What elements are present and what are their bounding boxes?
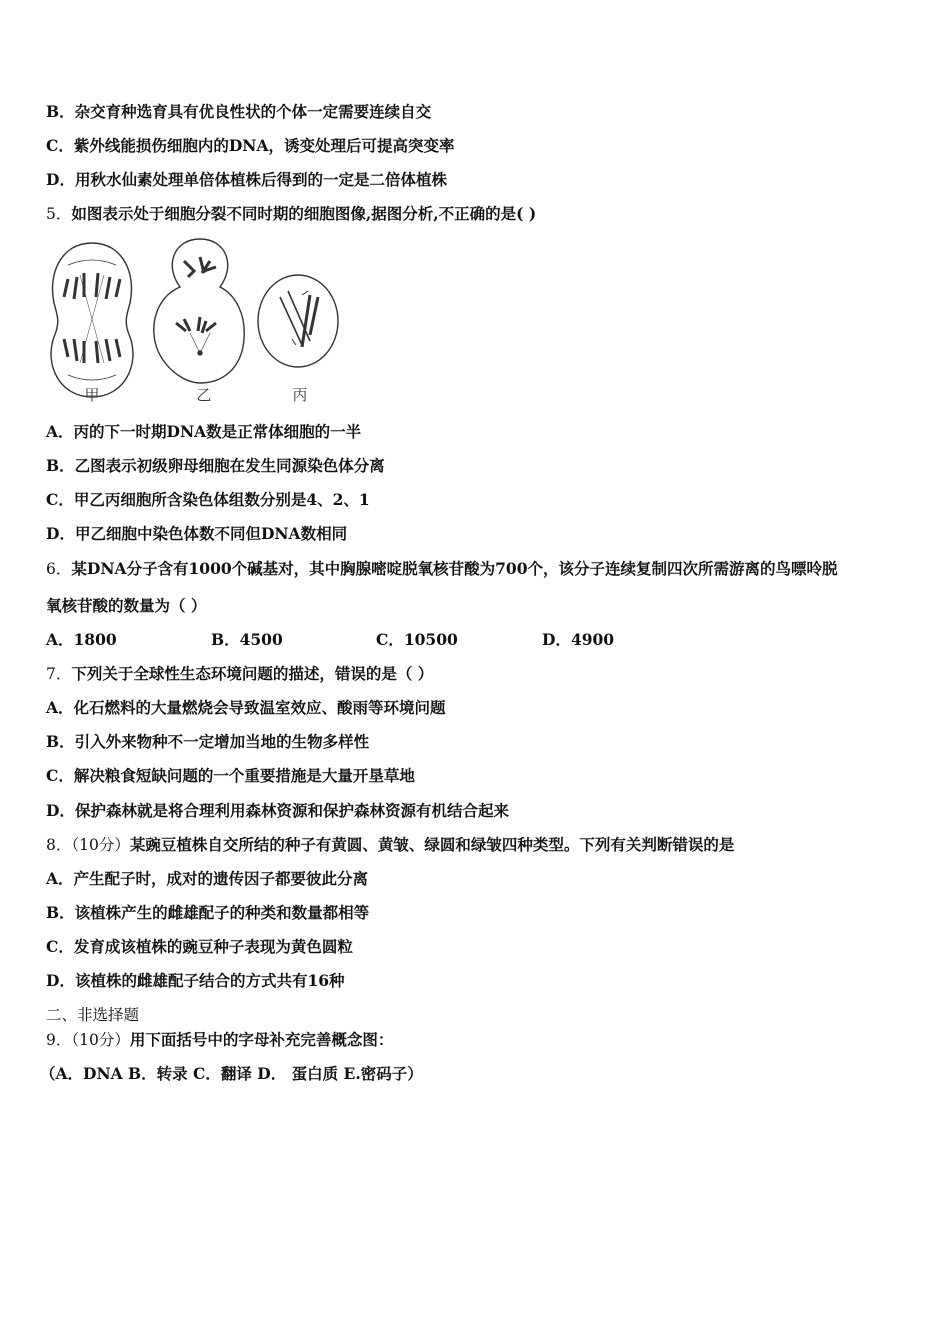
q6-option-a: A．1800 <box>46 630 117 649</box>
q5-stem-text: 如图表示处于细胞分裂不同时期的细胞图像,据图分析,不正确的是( ) <box>71 204 537 223</box>
q6-stem-text: 某DNA分子含有1000个碱基对，其中胸腺嘧啶脱氧核苷酸为700个，该分子连续复制四次所需游离的鸟嘌呤脱 <box>71 559 838 578</box>
q7-option-b: B．引入外来物种不一定增加当地的生物多样性 <box>46 732 370 751</box>
q7-stem-text: 下列关于全球性生态环境问题的描述，错误的是（ ） <box>71 664 434 683</box>
q5-option-d: D．甲乙细胞中染色体数不同但DNA数相同 <box>46 524 348 543</box>
figure-label-yi: 乙 <box>196 386 212 404</box>
q9-stem <box>46 1030 393 1050</box>
q8-stem <box>46 835 734 855</box>
q7-option-d: D．保护森林就是将合理利用森林资源和保护森林资源有机结合起来 <box>46 801 509 820</box>
q8-option-b: B．该植株产生的雌雄配子的种类和数量都相等 <box>46 903 370 922</box>
q4-option-d: D．用秋水仙素处理单倍体植株后得到的一定是二倍体植株 <box>46 170 447 189</box>
q6-stem-line1 <box>46 559 838 579</box>
q7-option-c: C．解决粮食短缺问题的一个重要措施是大量开垦草地 <box>46 766 415 785</box>
figure-label-bing: 丙 <box>292 386 308 404</box>
q5-option-c: C．甲乙丙细胞所含染色体组数分别是4、2、1 <box>46 490 370 509</box>
q8-score: （10分） <box>71 836 130 854</box>
q6-options <box>46 630 746 650</box>
q8-stem-text: 某豌豆植株自交所结的种子有黄圆、黄皱、绿圆和绿皱四种类型。下列有关判断错误的是 <box>129 835 735 854</box>
q4-option-b: B．杂交育种选育具有优良性状的个体一定需要连续自交 <box>46 102 432 121</box>
q5-option-b: B．乙图表示初级卵母细胞在发生同源染色体分离 <box>46 456 385 475</box>
q5-stem <box>46 204 536 224</box>
q5-number: 5． <box>46 205 72 223</box>
q5-option-a: A．丙的下一时期DNA数是正常体细胞的一半 <box>46 422 362 441</box>
q8-number: 8． <box>46 836 72 854</box>
q6-option-c: C．10500 <box>376 630 458 649</box>
cell-bing <box>258 275 338 367</box>
q9-number: 9． <box>46 1031 72 1049</box>
cell-division-diagram <box>40 235 345 410</box>
q6-option-b: B．4500 <box>211 630 283 649</box>
q6-stem-line2: 氧核苷酸的数量为（ ） <box>46 596 207 615</box>
q7-number: 7． <box>46 665 72 683</box>
figure-label-jia: 甲 <box>84 386 100 404</box>
q9-choices: （A．DNA B．转录 C．翻译 D． 蛋白质 E.密码子） <box>40 1064 423 1083</box>
q9-stem-text: 用下面括号中的字母补充完善概念图： <box>129 1030 394 1049</box>
q7-option-a: A．化石燃料的大量燃烧会导致温室效应、酸雨等环境问题 <box>46 698 446 717</box>
q6-option-d: D．4900 <box>542 630 615 649</box>
q8-option-a: A．产生配子时，成对的遗传因子都要彼此分离 <box>46 869 369 888</box>
q6-number: 6． <box>46 560 72 578</box>
q9-score: （10分） <box>71 1031 130 1049</box>
q8-option-d: D．该植株的雌雄配子结合的方式共有16种 <box>46 971 345 990</box>
section-heading: 二、非选择题 <box>46 1006 140 1024</box>
cell-jia <box>51 243 133 397</box>
q4-option-c: C．紫外线能损伤细胞内的DNA，诱变处理后可提高突变率 <box>46 136 455 155</box>
q7-stem <box>46 664 433 684</box>
cell-division-figure <box>40 235 345 410</box>
cell-yi <box>154 239 244 383</box>
q8-option-c: C．发育成该植株的豌豆种子表现为黄色圆粒 <box>46 937 353 956</box>
